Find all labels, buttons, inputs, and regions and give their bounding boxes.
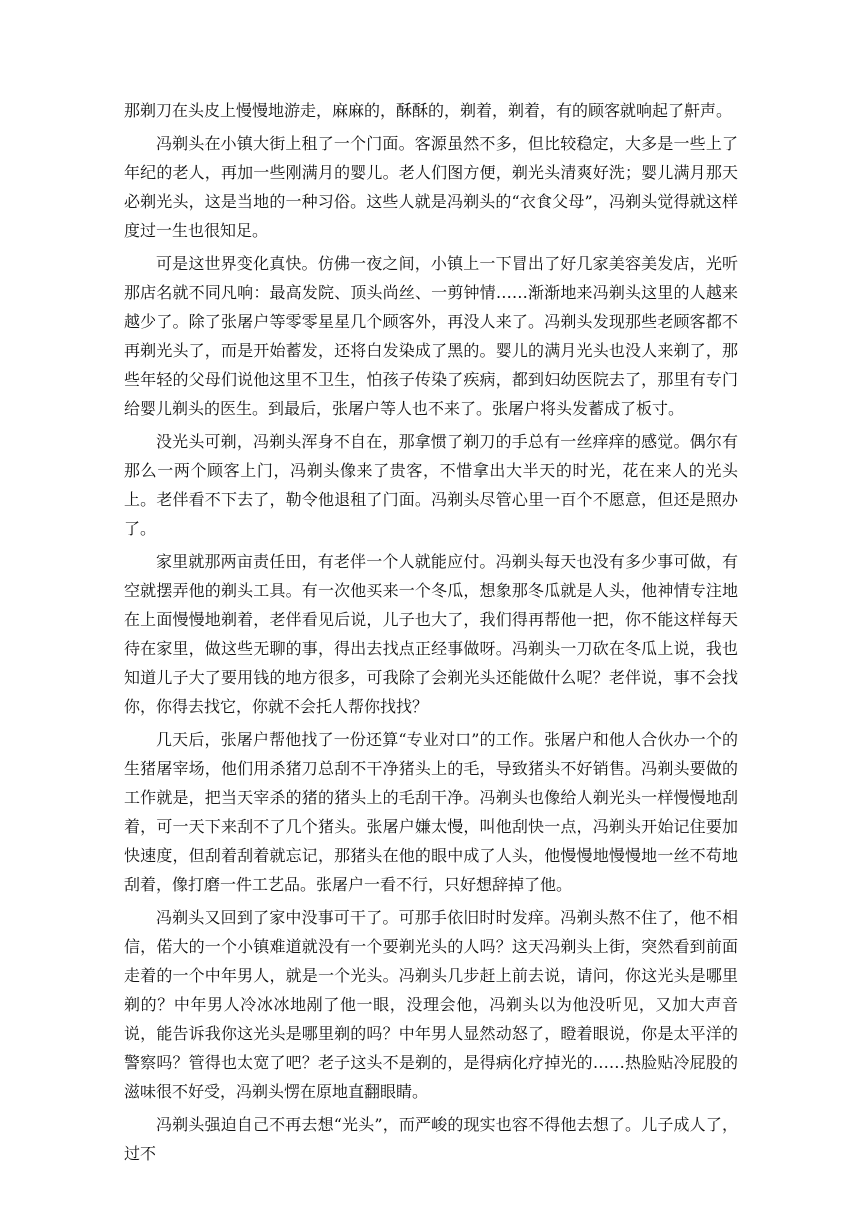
paragraph-6: 几天后，张屠户帮他找了一份还算“专业对口”的工作。张屠户和他人合伙办一个的生猪屠宰场，他们用杀猪刀总刮不干净猪头上的毛，导致猪头不好销售。冯剃头要做的工作就是，把当天宰杀的猪的猪头上的毛刮干净。冯剃头也像给人剃光头一样慢慢地刮着，可一天下来刮不了几个猪头。张屠户嫌太慢，叫他刮快一点，冯剃头开始记住要加快速度，但刮着刮着就忘记，那猪头在他的眼中成了人头，他慢慢地慢慢地一丝不苟地刮着，像打磨一件工艺品。张屠户一看不行，只好想辞掉了他。 [124,730,738,894]
paragraph-1: 那剃刀在头皮上慢慢地游走，麻麻的，酥酥的，剃着，剃着，有的顾客就响起了鼾声。 [124,101,733,120]
paragraph-8: 冯剃头强迫自己不再去想“光头”，而严峻的现实也容不得他去想了。儿子成人了，过不 [124,1115,738,1163]
paragraph-2: 冯剃头在小镇大街上租了一个门面。客源虽然不多，但比较稳定，大多是一些上了年纪的老人，再加一些刚满月的婴儿。老人们图方便，剃光头清爽好洗；婴儿满月那天必剃光头，这是当地的一种习俗。这些人就是冯剃头的“衣食父母”，冯剃头觉得就这样度过一生也很知足。 [124,134,738,240]
paragraph-3: 可是这世界变化真快。仿佛一夜之间，小镇上一下冒出了好几家美容美发店，光听那店名就不同凡响：最高发院、顶头尚丝、一剪钟情……渐渐地来冯剃头这里的人越来越少了。除了张屠户等零零星星几个顾客外，再没人来了。冯剃头发现那些老顾客都不再剃光头了，而是开始蓄发，还将白发染成了黑的。婴儿的满月光头也没人来剃了，那些年轻的父母们说他这里不卫生，怕孩子传染了疾病，都到妇幼医院去了，那里有专门给婴儿剃头的医生。到最后，张屠户等人也不来了。张屠户将头发蓄成了板寸。 [124,254,738,418]
paragraph-5: 家里就那两亩责任田，有老伴一个人就能应付。冯剃头每天也没有多少事可做，有空就摆弄他的剃头工具。有一次他买来一个冬瓜，想象那冬瓜就是人头，他神情专注地在上面慢慢地剃着，老伴看见后说，儿子也大了，我们得再帮他一把，你不能这样每天待在家里，做这些无聊的事，得出去找点正经事做呀。冯剃头一刀砍在冬瓜上说，我也知道儿子大了要用钱的地方很多，可我除了会剃光头还能做什么呢？老伴说，事不会找你，你得去找它，你就不会托人帮你找找？ [124,552,738,716]
paragraph-4: 没光头可剃，冯剃头浑身不自在，那拿惯了剃刀的手总有一丝痒痒的感觉。偶尔有那么一两个顾客上门，冯剃头像来了贵客，不惜拿出大半天的时光，花在来人的光头上。老伴看不下去了，勒令他退租了门面。冯剃头尽管心里一百个不愿意，但还是照办了。 [124,432,738,538]
paragraph-7: 冯剃头又回到了家中没事可干了。可那手依旧时时发痒。冯剃头熬不住了，他不相信，偌大的一个小镇难道就没有一个要剃光头的人吗？这天冯剃头上街，突然看到前面走着的一个中年男人，就是一个光头。冯剃头几步赶上前去说，请问，你这光头是哪里剃的？中年男人冷冰冰地剐了他一眼，没理会他，冯剃头以为他没听见，又加大声音说，能告诉我你这光头是哪里剃的吗？中年男人显然动怒了，瞪着眼说，你是太平洋的警察吗？管得也太宽了吧？老子这头不是剃的，是得病化疗掉光的……热脸贴冷屁股的滋味很不好受，冯剃头愣在原地直翻眼睛。 [124,908,738,1101]
document-body [124,96,738,1172]
